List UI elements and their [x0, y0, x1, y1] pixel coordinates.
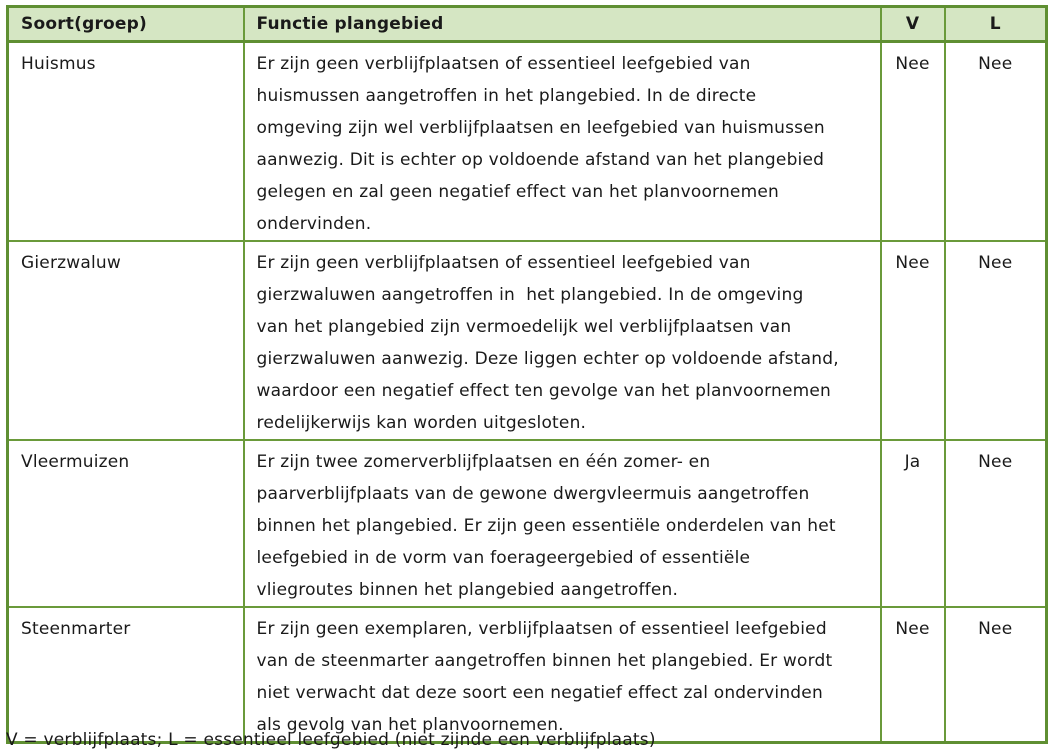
v-cell: Ja [881, 440, 945, 607]
function-line: huismussen aangetroffen in het plangebied. In de directe [256, 86, 757, 106]
function-line: niet verwacht dat deze soort een negatief effect zal ondervinden [256, 683, 823, 703]
function-cell [244, 241, 881, 440]
function-line: gierzwaluwen aanwezig. Deze liggen echter op voldoende afstand, [256, 349, 839, 369]
species-table-container [6, 5, 1045, 744]
function-line: redelijkerwijs kan worden uitgesloten. [256, 413, 587, 433]
v-cell: Nee [881, 42, 945, 242]
function-line: Er zijn geen verblijfplaatsen of essentieel leefgebied van [256, 253, 751, 273]
function-line: gelegen en zal geen negatief effect van het planvoornemen [256, 182, 779, 202]
function-cell [244, 607, 881, 743]
function-line: Er zijn twee zomerverblijfplaatsen en één zomer- en [256, 452, 711, 472]
l-cell: Nee [945, 241, 1047, 440]
table-row [8, 607, 1047, 743]
v-cell: Nee [881, 607, 945, 743]
table-row [8, 440, 1047, 607]
species-cell: Vleermuizen [8, 440, 244, 607]
table-row [8, 241, 1047, 440]
function-line: als gevolg van het planvoornemen. [256, 715, 564, 735]
species-cell: Gierzwaluw [8, 241, 244, 440]
function-line: binnen het plangebied. Er zijn geen essentiële onderdelen van het [256, 516, 836, 536]
function-cell [244, 42, 881, 242]
species-function-table [6, 5, 1048, 744]
function-line: Er zijn geen verblijfplaatsen of essentieel leefgebied van [256, 54, 751, 74]
function-line: paarverblijfplaats van de gewone dwergvleermuis aangetroffen [256, 484, 810, 504]
function-cell [244, 440, 881, 607]
header-v: V [881, 7, 945, 42]
l-cell: Nee [945, 42, 1047, 242]
species-cell: Steenmarter [8, 607, 244, 743]
table-footnote: V = verblijfplaats; L = essentieel leefgebied (niet zijnde een verblijfplaats) [6, 730, 656, 750]
function-line: waardoor een negatief effect ten gevolge van het planvoornemen [256, 381, 832, 401]
function-line: Er zijn geen exemplaren, verblijfplaatsen of essentieel leefgebied [256, 619, 827, 639]
function-line: gierzwaluwen aangetroffen in het plangebied. In de omgeving [256, 285, 804, 305]
function-line: ondervinden. [256, 214, 372, 234]
table-row [8, 42, 1047, 242]
table-header-row [8, 7, 1047, 42]
header-species: Soort(groep) [8, 7, 244, 42]
function-line: vliegroutes binnen het plangebied aangetroffen. [256, 580, 679, 600]
l-cell: Nee [945, 440, 1047, 607]
function-line: van het plangebied zijn vermoedelijk wel verblijfplaatsen van [256, 317, 792, 337]
function-line: van de steenmarter aangetroffen binnen het plangebied. Er wordt [256, 651, 833, 671]
l-cell: Nee [945, 607, 1047, 743]
header-function: Functie plangebied [244, 7, 881, 42]
v-cell: Nee [881, 241, 945, 440]
function-line: omgeving zijn wel verblijfplaatsen en leefgebied van huismussen [256, 118, 825, 138]
function-line: leefgebied in de vorm van foerageergebied of essentiële [256, 548, 751, 568]
species-cell: Huismus [8, 42, 244, 242]
function-line: aanwezig. Dit is echter op voldoende afstand van het plangebied [256, 150, 825, 170]
header-l: L [945, 7, 1047, 42]
